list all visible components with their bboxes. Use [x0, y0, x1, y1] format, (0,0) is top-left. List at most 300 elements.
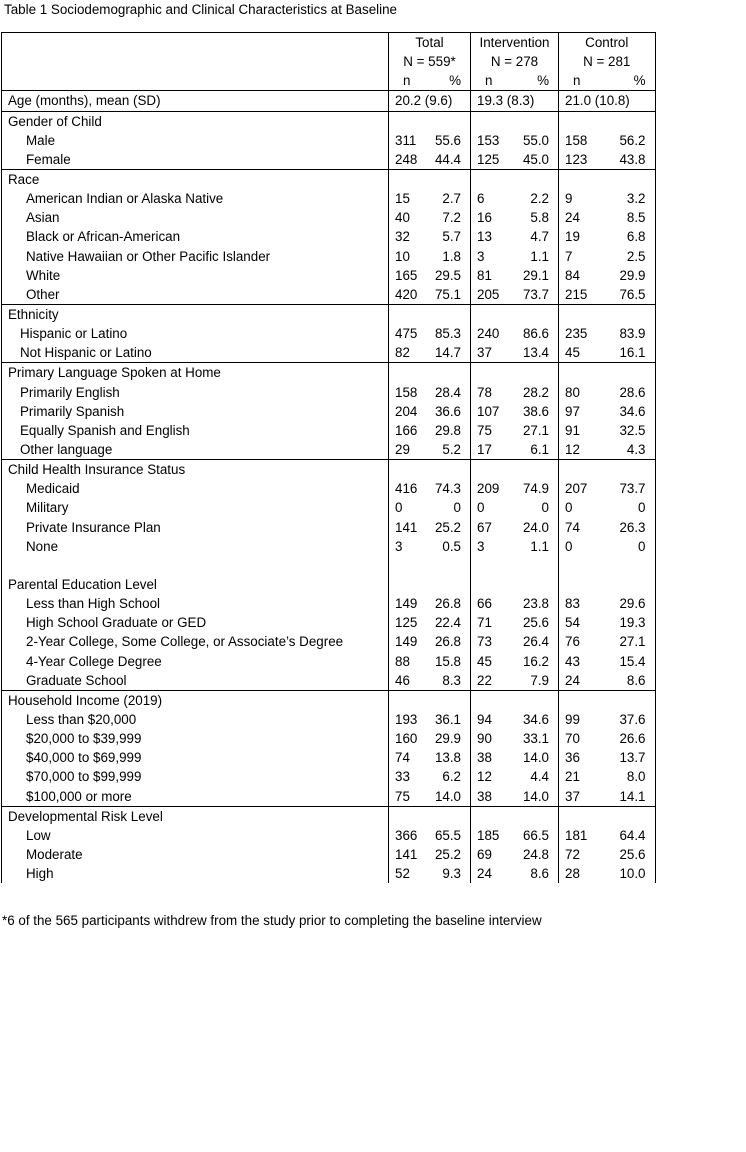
- table-row: [2, 748, 656, 767]
- cell-total-pct: 0.5: [442, 538, 461, 554]
- header-row-units: [2, 71, 656, 91]
- table-row: [2, 710, 656, 729]
- cell-total-pct: 29.8: [434, 422, 461, 438]
- empty-cell: [513, 806, 559, 826]
- section-header-row: [2, 575, 656, 594]
- row-label: None: [2, 537, 389, 556]
- cell-total-pct: 85.3: [434, 326, 461, 342]
- empty-cell: [429, 304, 471, 324]
- section-title: Gender of Child: [2, 111, 389, 131]
- empty-cell: [559, 460, 601, 480]
- cell-control-n: 21: [559, 767, 601, 786]
- empty-cell: [389, 363, 429, 383]
- table-row: [2, 131, 656, 150]
- row-label: Other language: [2, 440, 389, 460]
- cell-total-n: 165: [389, 266, 429, 285]
- table-row: [2, 845, 656, 864]
- cell-total-n: 33: [389, 767, 429, 786]
- cell-control-pct: 26.3: [601, 518, 656, 537]
- cell-intervention-pct: 38.6: [522, 403, 549, 419]
- cell-control-pct: 8.6: [601, 671, 656, 691]
- row-label: $20,000 to $39,999: [2, 729, 389, 748]
- cell-total-n: 158: [389, 383, 429, 402]
- cell-total-pct: 65.5: [434, 827, 461, 843]
- header-total-n: N = 559*: [389, 52, 471, 71]
- cell-control-pct: 26.6: [601, 729, 656, 748]
- cell-control-pct: 29.6: [601, 594, 656, 613]
- table-row: [2, 324, 656, 343]
- cell-total-pct: 5.7: [442, 229, 461, 245]
- cell-intervention-n: 240: [471, 324, 513, 343]
- cell-total-pct: 36.6: [434, 403, 461, 419]
- table-row: [2, 189, 656, 208]
- cell-total-pct: 22.4: [434, 615, 461, 631]
- row-label: Moderate: [2, 845, 389, 864]
- cell-control-n: 123: [559, 150, 601, 170]
- empty-cell: [429, 690, 471, 710]
- empty-cell: [429, 169, 471, 189]
- row-label: Graduate School: [2, 671, 389, 691]
- empty-cell: [601, 169, 656, 189]
- cell-control-n: 24: [559, 208, 601, 227]
- cell-control-n: 80: [559, 383, 601, 402]
- cell-intervention-n: 16: [471, 208, 513, 227]
- cell-intervention-n: 94: [471, 710, 513, 729]
- cell-intervention-n: 3: [471, 247, 513, 266]
- cell-total-n: 193: [389, 710, 429, 729]
- table-row: [2, 498, 656, 517]
- row-label: Low: [2, 826, 389, 845]
- age-control: 21.0 (10.8): [559, 91, 656, 111]
- empty-cell: [429, 575, 471, 594]
- cell-intervention-pct: 27.1: [522, 422, 549, 438]
- cell-total-n: 0: [389, 498, 429, 517]
- empty-cell: [429, 111, 471, 131]
- cell-intervention-pct: 4.4: [530, 769, 549, 785]
- cell-intervention-n: 45: [471, 652, 513, 671]
- table-row: [2, 266, 656, 285]
- section-title: Parental Education Level: [2, 575, 389, 594]
- cell-total-n: 416: [389, 479, 429, 498]
- table-row: [2, 402, 656, 421]
- row-label: Private Insurance Plan: [2, 518, 389, 537]
- table-row: [2, 285, 656, 305]
- cell-control-pct: 16.1: [601, 343, 656, 363]
- cell-intervention-n: 75: [471, 421, 513, 440]
- table-row: [2, 826, 656, 845]
- empty-cell: [471, 111, 513, 131]
- table-row: [2, 343, 656, 363]
- cell-intervention-pct: 25.6: [522, 615, 549, 631]
- cell-control-pct: 73.7: [601, 479, 656, 498]
- row-label: 2-Year College, Some College, or Associate’s Degree: [2, 632, 389, 651]
- cell-control-n: 45: [559, 343, 601, 363]
- section-title: Household Income (2019): [2, 690, 389, 710]
- cell-total-n: 204: [389, 402, 429, 421]
- empty-cell: [471, 460, 513, 480]
- cell-intervention-n: 81: [471, 266, 513, 285]
- empty-cell: [559, 556, 601, 575]
- cell-total-n: 40: [389, 208, 429, 227]
- cell-intervention-n: 78: [471, 383, 513, 402]
- cell-control-n: 72: [559, 845, 601, 864]
- header-intervention-n-label: n: [471, 71, 513, 91]
- cell-intervention-pct: 13.4: [522, 345, 549, 361]
- row-label: Other: [2, 285, 389, 305]
- section-title: Primary Language Spoken at Home: [2, 363, 389, 383]
- cell-intervention-n: 185: [471, 826, 513, 845]
- cell-control-n: 99: [559, 710, 601, 729]
- section-header-row: [2, 111, 656, 131]
- cell-control-n: 97: [559, 402, 601, 421]
- table-row: [2, 537, 656, 556]
- row-label: Not Hispanic or Latino: [2, 343, 389, 363]
- cell-intervention-n: 153: [471, 131, 513, 150]
- empty-cell: [513, 111, 559, 131]
- cell-total-pct: 55.6: [434, 132, 461, 148]
- cell-total-pct: 29.9: [434, 731, 461, 747]
- cell-intervention-n: 67: [471, 518, 513, 537]
- table-row: [2, 227, 656, 246]
- cell-total-pct: 15.8: [434, 653, 461, 669]
- empty-cell: [559, 304, 601, 324]
- cell-total-pct: 13.8: [434, 750, 461, 766]
- cell-intervention-n: 209: [471, 479, 513, 498]
- table-row: [2, 518, 656, 537]
- cell-total-pct: 25.2: [434, 846, 461, 862]
- cell-control-pct: 0: [601, 498, 656, 517]
- cell-total-n: 248: [389, 150, 429, 170]
- empty-cell: [601, 460, 656, 480]
- header-control-n-label: n: [559, 71, 601, 91]
- cell-control-pct: 8.0: [601, 767, 656, 786]
- cell-control-n: 181: [559, 826, 601, 845]
- cell-control-pct: 19.3: [601, 613, 656, 632]
- cell-total-n: 160: [389, 729, 429, 748]
- cell-control-n: 36: [559, 748, 601, 767]
- cell-control-pct: 56.2: [601, 131, 656, 150]
- cell-intervention-pct: 1.1: [530, 248, 549, 264]
- cell-intervention-pct: 74.9: [522, 481, 549, 497]
- row-label: High: [2, 864, 389, 883]
- table-row: [2, 652, 656, 671]
- cell-control-pct: 10.0: [601, 864, 656, 883]
- row-label: Primarily Spanish: [2, 402, 389, 421]
- baseline-characteristics-table: [1, 32, 656, 883]
- cell-total-n: 32: [389, 227, 429, 246]
- section-header-row: [2, 363, 656, 383]
- cell-control-n: 19: [559, 227, 601, 246]
- cell-intervention-pct: 33.1: [522, 731, 549, 747]
- cell-total-pct: 5.2: [442, 442, 461, 458]
- section-header-row: [2, 806, 656, 826]
- table-row: [2, 479, 656, 498]
- empty-cell: [429, 806, 471, 826]
- row-label: $100,000 or more: [2, 786, 389, 806]
- empty-cell: [601, 556, 656, 575]
- cell-intervention-pct: 29.1: [522, 267, 549, 283]
- cell-total-n: 420: [389, 285, 429, 305]
- empty-cell: [389, 575, 429, 594]
- table-caption: Table 1 Sociodemographic and Clinical Characteristics at Baseline: [4, 2, 397, 17]
- cell-total-n: 15: [389, 189, 429, 208]
- cell-total-pct: 2.7: [442, 191, 461, 207]
- cell-control-n: 74: [559, 518, 601, 537]
- cell-intervention-n: 0: [471, 498, 513, 517]
- table-row: [2, 247, 656, 266]
- cell-total-pct: 25.2: [434, 519, 461, 535]
- empty-cell: [601, 363, 656, 383]
- cell-intervention-n: 22: [471, 671, 513, 691]
- cell-control-n: 84: [559, 266, 601, 285]
- cell-intervention-n: 13: [471, 227, 513, 246]
- empty-cell: [559, 806, 601, 826]
- cell-intervention-n: 12: [471, 767, 513, 786]
- table-row: [2, 594, 656, 613]
- cell-total-pct: 1.8: [442, 248, 461, 264]
- cell-intervention-pct: 6.1: [530, 442, 549, 458]
- cell-control-n: 215: [559, 285, 601, 305]
- cell-control-n: 158: [559, 131, 601, 150]
- cell-total-n: 475: [389, 324, 429, 343]
- cell-total-pct: 26.8: [434, 596, 461, 612]
- cell-intervention-n: 90: [471, 729, 513, 748]
- cell-intervention-pct: 8.6: [530, 866, 549, 882]
- cell-intervention-pct: 5.8: [530, 210, 549, 226]
- cell-total-n: 52: [389, 864, 429, 883]
- empty-cell: [471, 556, 513, 575]
- cell-control-pct: 29.9: [601, 266, 656, 285]
- table-row: [2, 632, 656, 651]
- row-label: $70,000 to $99,999: [2, 767, 389, 786]
- cell-total-n: 141: [389, 518, 429, 537]
- cell-control-n: 12: [559, 440, 601, 460]
- cell-control-n: 9: [559, 189, 601, 208]
- section-header-row: [2, 304, 656, 324]
- empty-cell: [601, 304, 656, 324]
- cell-control-pct: 4.3: [601, 440, 656, 460]
- row-label: Female: [2, 150, 389, 170]
- cell-intervention-n: 24: [471, 864, 513, 883]
- header-total: Total: [389, 33, 471, 53]
- cell-total-pct: 29.5: [434, 267, 461, 283]
- empty-cell: [601, 111, 656, 131]
- cell-total-n: 149: [389, 594, 429, 613]
- cell-control-n: 207: [559, 479, 601, 498]
- age-intervention: 19.3 (8.3): [471, 91, 559, 111]
- cell-intervention-pct: 24.8: [522, 846, 549, 862]
- cell-control-n: 0: [559, 498, 601, 517]
- cell-total-n: 10: [389, 247, 429, 266]
- table-row: [2, 767, 656, 786]
- row-label: Less than $20,000: [2, 710, 389, 729]
- cell-intervention-pct: 24.0: [522, 519, 549, 535]
- cell-total-pct: 14.7: [434, 345, 461, 361]
- table-row: [2, 208, 656, 227]
- header-intervention: Intervention: [471, 33, 559, 53]
- row-label: 4-Year College Degree: [2, 652, 389, 671]
- cell-total-n: 125: [389, 613, 429, 632]
- cell-intervention-pct: 4.7: [530, 229, 549, 245]
- cell-intervention-pct: 86.6: [522, 326, 549, 342]
- table-row: [2, 440, 656, 460]
- cell-total-pct: 14.0: [434, 788, 461, 804]
- row-label: American Indian or Alaska Native: [2, 189, 389, 208]
- cell-total-n: 3: [389, 537, 429, 556]
- empty-cell: [559, 363, 601, 383]
- cell-control-n: 28: [559, 864, 601, 883]
- cell-control-pct: 27.1: [601, 632, 656, 651]
- cell-control-pct: 15.4: [601, 652, 656, 671]
- cell-intervention-pct: 26.4: [522, 634, 549, 650]
- empty-cell: [513, 304, 559, 324]
- cell-control-n: 76: [559, 632, 601, 651]
- table-row: [2, 864, 656, 883]
- cell-intervention-n: 37: [471, 343, 513, 363]
- cell-intervention-n: 38: [471, 748, 513, 767]
- cell-control-pct: 0: [601, 537, 656, 556]
- section-header-row: [2, 690, 656, 710]
- cell-control-pct: 37.6: [601, 710, 656, 729]
- section-title: Race: [2, 169, 389, 189]
- blank-row: [2, 556, 656, 575]
- cell-control-pct: 13.7: [601, 748, 656, 767]
- header-control-pct-label: %: [601, 71, 656, 91]
- cell-control-n: 54: [559, 613, 601, 632]
- section-title: Child Health Insurance Status: [2, 460, 389, 480]
- table-row: [2, 786, 656, 806]
- header-control-n: N = 281: [559, 52, 656, 71]
- cell-control-pct: 32.5: [601, 421, 656, 440]
- cell-intervention-pct: 34.6: [522, 711, 549, 727]
- cell-intervention-n: 125: [471, 150, 513, 170]
- empty-cell: [389, 460, 429, 480]
- cell-control-pct: 3.2: [601, 189, 656, 208]
- row-label: Primarily English: [2, 383, 389, 402]
- empty-cell: [559, 690, 601, 710]
- cell-total-n: 141: [389, 845, 429, 864]
- cell-control-n: 24: [559, 671, 601, 691]
- row-label: Military: [2, 498, 389, 517]
- cell-intervention-n: 66: [471, 594, 513, 613]
- age-total: 20.2 (9.6): [389, 91, 471, 111]
- cell-control-pct: 25.6: [601, 845, 656, 864]
- cell-control-n: 83: [559, 594, 601, 613]
- cell-control-n: 235: [559, 324, 601, 343]
- cell-intervention-pct: 55.0: [522, 132, 549, 148]
- empty-cell: [429, 556, 471, 575]
- row-label: Medicaid: [2, 479, 389, 498]
- cell-intervention-pct: 14.0: [522, 788, 549, 804]
- cell-intervention-pct: 14.0: [522, 750, 549, 766]
- header-total-n-label: n: [389, 71, 429, 91]
- row-label: High School Graduate or GED: [2, 613, 389, 632]
- empty-cell: [513, 363, 559, 383]
- cell-total-n: 82: [389, 343, 429, 363]
- cell-intervention-pct: 73.7: [522, 286, 549, 302]
- table-row: [2, 150, 656, 170]
- empty-cell: [2, 556, 389, 575]
- empty-cell: [429, 363, 471, 383]
- cell-total-n: 166: [389, 421, 429, 440]
- cell-control-pct: 8.5: [601, 208, 656, 227]
- cell-control-pct: 6.8: [601, 227, 656, 246]
- cell-intervention-n: 73: [471, 632, 513, 651]
- cell-intervention-pct: 66.5: [522, 827, 549, 843]
- row-label: Male: [2, 131, 389, 150]
- empty-cell: [471, 169, 513, 189]
- cell-control-pct: 28.6: [601, 383, 656, 402]
- cell-intervention-pct: 45.0: [522, 151, 549, 167]
- cell-control-pct: 2.5: [601, 247, 656, 266]
- cell-total-pct: 28.4: [434, 384, 461, 400]
- cell-control-n: 91: [559, 421, 601, 440]
- cell-control-n: 43: [559, 652, 601, 671]
- empty-cell: [513, 575, 559, 594]
- empty-cell: [429, 460, 471, 480]
- cell-total-pct: 6.2: [442, 769, 461, 785]
- row-label: $40,000 to $69,999: [2, 748, 389, 767]
- empty-cell: [513, 556, 559, 575]
- empty-cell: [389, 111, 429, 131]
- empty-cell: [601, 806, 656, 826]
- row-label: Asian: [2, 208, 389, 227]
- cell-intervention-n: 107: [471, 402, 513, 421]
- cell-intervention-n: 205: [471, 285, 513, 305]
- cell-total-n: 29: [389, 440, 429, 460]
- empty-cell: [513, 690, 559, 710]
- table-row: [2, 613, 656, 632]
- cell-total-pct: 0: [453, 500, 461, 516]
- empty-cell: [389, 304, 429, 324]
- cell-control-pct: 43.8: [601, 150, 656, 170]
- empty-cell: [389, 806, 429, 826]
- cell-control-pct: 83.9: [601, 324, 656, 343]
- cell-total-pct: 8.3: [442, 672, 461, 688]
- header-row-n: [2, 52, 656, 71]
- cell-intervention-pct: 2.2: [530, 191, 549, 207]
- age-row: [2, 91, 656, 111]
- cell-total-pct: 26.8: [434, 634, 461, 650]
- section-title: Ethnicity: [2, 304, 389, 324]
- empty-cell: [559, 575, 601, 594]
- cell-intervention-n: 3: [471, 537, 513, 556]
- cell-total-pct: 7.2: [442, 210, 461, 226]
- cell-control-n: 0: [559, 537, 601, 556]
- cell-total-n: 311: [389, 131, 429, 150]
- cell-intervention-pct: 28.2: [522, 384, 549, 400]
- empty-cell: [559, 111, 601, 131]
- cell-total-pct: 44.4: [434, 151, 461, 167]
- row-label: White: [2, 266, 389, 285]
- empty-cell: [389, 690, 429, 710]
- cell-intervention-pct: 0: [541, 500, 549, 516]
- empty-cell: [513, 169, 559, 189]
- cell-control-n: 70: [559, 729, 601, 748]
- header-intervention-n: N = 278: [471, 52, 559, 71]
- cell-total-n: 88: [389, 652, 429, 671]
- empty-cell: [601, 575, 656, 594]
- row-label: Equally Spanish and English: [2, 421, 389, 440]
- cell-intervention-pct: 16.2: [522, 653, 549, 669]
- row-label: Less than High School: [2, 594, 389, 613]
- cell-total-n: 366: [389, 826, 429, 845]
- cell-intervention-n: 38: [471, 786, 513, 806]
- header-control: Control: [559, 33, 656, 53]
- row-label: Hispanic or Latino: [2, 324, 389, 343]
- cell-total-pct: 74.3: [434, 481, 461, 497]
- empty-cell: [471, 806, 513, 826]
